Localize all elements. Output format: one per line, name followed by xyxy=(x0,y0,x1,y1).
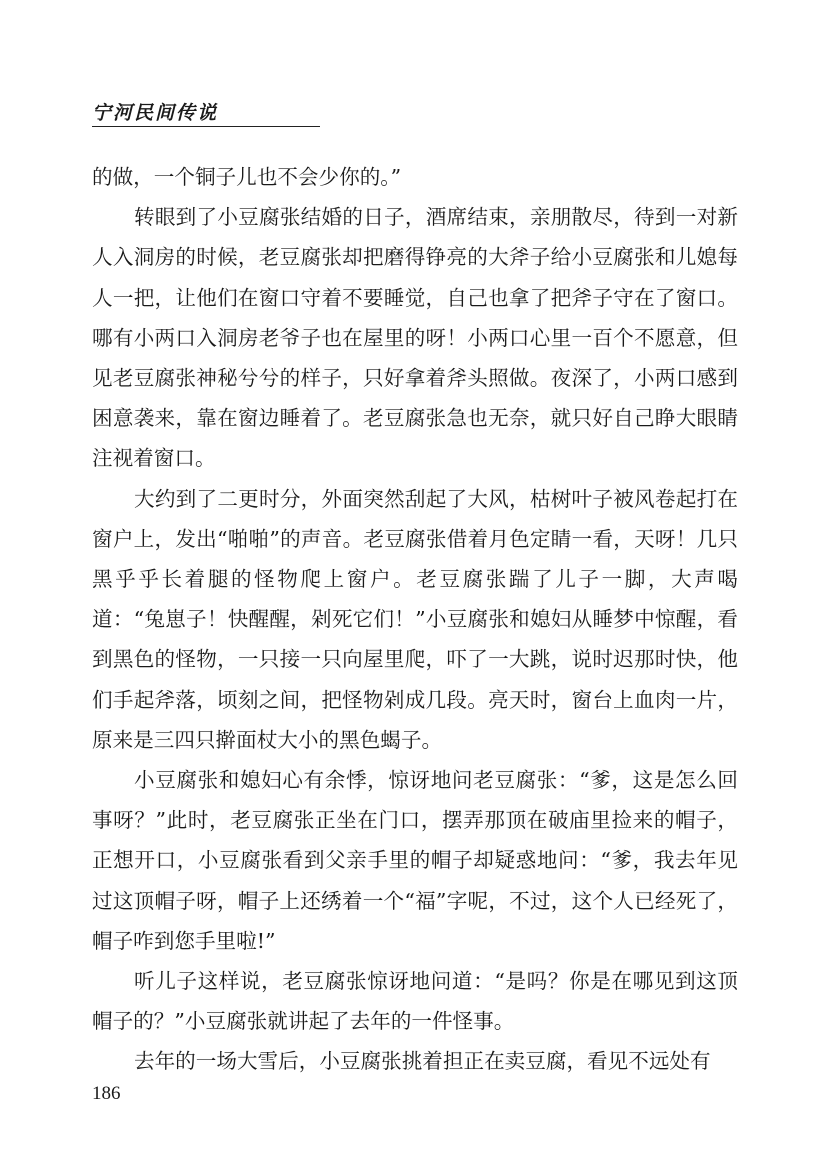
paragraph: 的做，一个铜子儿也不会少你的。” xyxy=(92,165,402,189)
paragraph: 小豆腐张和媳妇心有余悸，惊讶地问老豆腐张：“爹，这是怎么回事呀？”此时，老豆腐张正坐在门口，摆弄那顶在破庙里捡来的帽子，正想开口，小豆腐张看到父亲手里的帽子却疑惑地问：“爹，我去年见过这顶帽子呀，帽子上还绣着一个“福”字呢，不过，这个人已经死了，帽子咋到您手里啦!” xyxy=(92,768,738,953)
page-number: 186 xyxy=(92,1083,121,1104)
body-text xyxy=(92,157,738,1082)
paragraph: 听儿子这样说，老豆腐张惊讶地问道：“是吗？你是在哪见到这顶帽子的？”小豆腐张就讲起了去年的一件怪事。 xyxy=(92,969,738,1034)
running-title: 宁河民间传说 xyxy=(92,102,219,124)
paragraph: 转眼到了小豆腐张结婚的日子，酒席结束，亲朋散尽，待到一对新人入洞房的时候，老豆腐张却把磨得铮亮的大斧子给小豆腐张和儿媳每人一把，让他们在窗口守着不要睡觉，自己也拿了把斧子守在了窗口。哪有小两口入洞房老爷子也在屋里的呀！小两口心里一百个不愿意，但见老豆腐张神秘兮兮的样子，只好拿着斧头照做。夜深了，小两口感到困意袭来，靠在窗边睡着了。老豆腐张急也无奈，就只好自己睁大眼睛注视着窗口。 xyxy=(92,205,738,471)
paragraph: 大约到了二更时分，外面突然刮起了大风，枯树叶子被风卷起打在窗户上，发出“啪啪”的声音。老豆腐张借着月色定睛一看，天呀！几只黑乎乎长着腿的怪物爬上窗户。老豆腐张踹了儿子一脚，大声喝道：“兔崽子！快醒醒，剁死它们！”小豆腐张和媳妇从睡梦中惊醒，看到黑色的怪物，一只接一只向屋里爬，吓了一大跳，说时迟那时快，他们手起斧落，顷刻之间，把怪物剁成几段。亮天时，窗台上血肉一片，原来是三四只擀面杖大小的黑色蝎子。 xyxy=(92,486,738,752)
paragraph: 去年的一场大雪后，小豆腐张挑着担正在卖豆腐，看见不远处有 xyxy=(134,1049,711,1074)
header-rule xyxy=(92,126,320,127)
